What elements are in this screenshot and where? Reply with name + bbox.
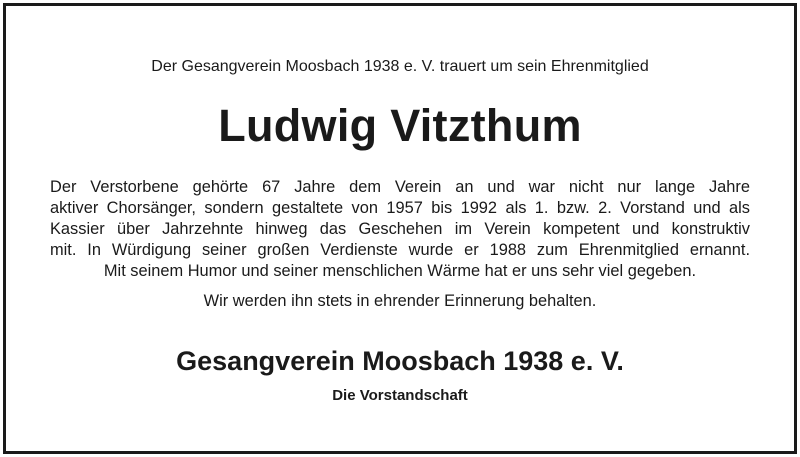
intro-line: Der Gesangverein Moosbach 1938 e. V. trauert um sein Ehrenmitglied bbox=[151, 58, 649, 75]
tribute-line-5: Mit seinem Humor und seiner menschlichen Wärme hat er uns sehr viel gegeben. bbox=[103, 262, 697, 280]
tribute-line-4: mit. In Würdigung seiner großen Verdienste wurde er 1988 zum Ehrenmitglied ernannt. bbox=[50, 241, 750, 259]
tribute-line-2: aktiver Chorsänger, sondern gestaltete von 1957 bis 1992 als 1. bzw. 2. Vorstand und als bbox=[50, 199, 750, 217]
tribute-line-1: Der Verstorbene gehörte 67 Jahre dem Verein an und war nicht nur lange Jahre bbox=[50, 178, 750, 196]
closing-line: Wir werden ihn stets in ehrender Erinnerung behalten. bbox=[203, 292, 597, 310]
deceased-name: Ludwig Vitzthum bbox=[218, 100, 582, 151]
tribute-paragraph bbox=[50, 177, 750, 282]
signatory: Die Vorstandschaft bbox=[332, 387, 468, 404]
organization-name: Gesangverein Moosbach 1938 e. V. bbox=[176, 346, 624, 376]
tribute-line-3: Kassier über Jahrzehnte hinweg das Geschehen im Verein kompetent und konstruktiv bbox=[50, 220, 750, 238]
